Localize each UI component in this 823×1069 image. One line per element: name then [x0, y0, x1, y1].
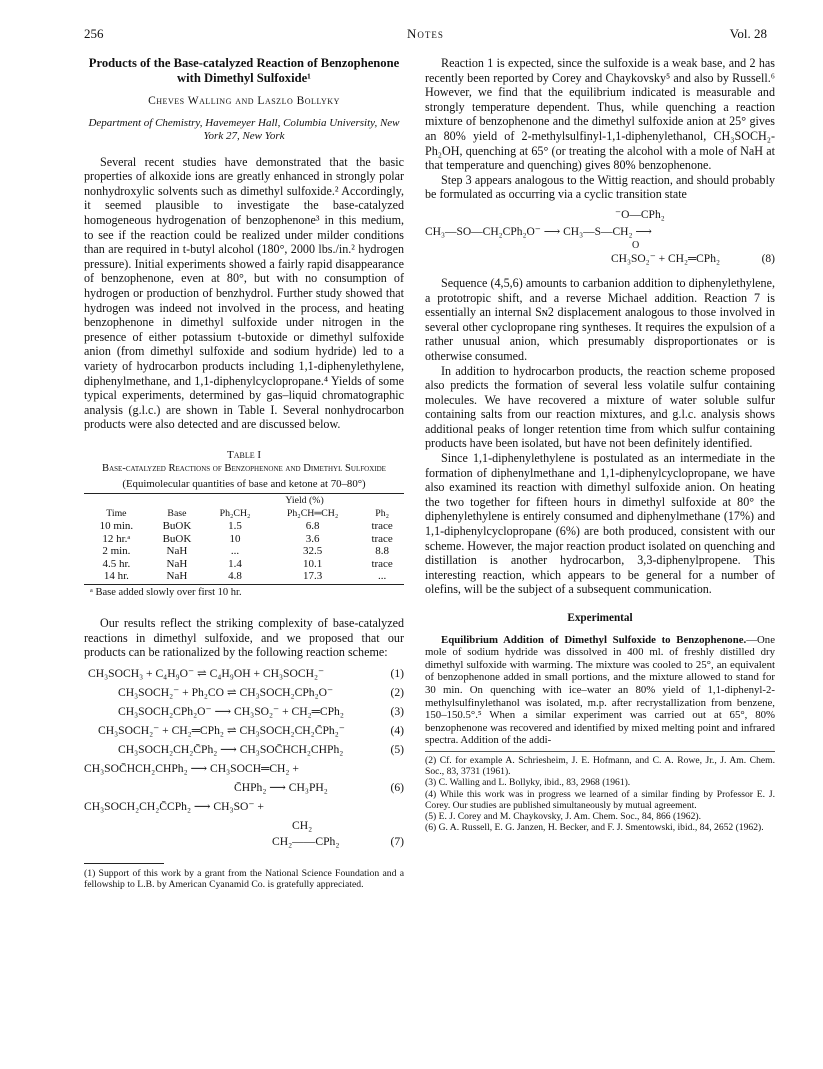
- yield-table: [84, 495, 404, 583]
- table-cell: ...: [230, 545, 240, 558]
- reaction-scheme: [84, 666, 404, 853]
- equation-7c: [84, 834, 404, 853]
- equation-2: [84, 685, 404, 704]
- equation-5: [84, 742, 404, 761]
- table-row: [84, 520, 404, 533]
- table-cell: 2 min.: [102, 545, 131, 558]
- footnote: (3) C. Walling and L. Bollyky, ibid., 83, 2968 (1961).: [425, 777, 631, 789]
- equation-text: CH₃SOCH₂⁻ + Ph₂CO ⇌ CH₃SOCH₂CPh₂O⁻: [118, 685, 334, 699]
- table-cell: BuOK: [162, 520, 192, 533]
- equation-text: C̄HPh₂ ⟶ CH₃PH₂: [234, 780, 328, 794]
- footnote: (4) While this work was in progress we learned of a similar finding by Professor E. J. Corey. Our studies are published simultaneously by mutual agreement.: [425, 788, 775, 811]
- table-cell: BuOK: [162, 532, 192, 545]
- running-header: [84, 26, 767, 46]
- table-note: (Equimolecular quantities of base and ketone at 70–80°): [122, 478, 366, 491]
- left-column: [84, 56, 404, 891]
- mechanism-main: CH₃—SO—CH₂CPh₂O⁻ ⟶ CH₃—S—CH₂ ⟶: [425, 225, 652, 238]
- volume-label: Vol. 28: [729, 26, 767, 41]
- body-paragraph: Sequence (4,5,6) amounts to carbanion addition to diphenylethylene, a prototropic shift, and a reverse Michael addition. Reaction 7 is essentially an internal Sɴ2 displacement analogous to those involved in several other cyclopropane ring syntheses. It requires the expulsion of a rather unusual anion, which presumably disproportionates or is otherwise consumed.: [425, 275, 775, 363]
- table-cell: NaH: [166, 557, 188, 570]
- body-paragraph: Since 1,1-diphenylethylene is postulated as an intermediate in the formation of diphenylmethane and 1,1-diphenylcyclopropane, we have also examined its reaction with dimethyl sulfoxide anion. On heating the two together for fifteen hours in dimethyl sulfoxide at 80° the diphenylethylene is entirely consumed and diphenylmethane (17%) and 1,1-diphenylcyclopropane (6%) are both produced, consistent with our scheme. However, the major reaction product isolated on quenching and distillation is another hydrocarbon, 3,3-diphenylpropene. This interesting reaction, which appears to be general for a number of olefins, will be the subject of a subsequent communication.: [425, 451, 775, 597]
- table-col-header: Ph₂: [375, 507, 390, 519]
- table-cell: 1.5: [228, 520, 242, 533]
- table-cell: NaH: [166, 545, 188, 558]
- equation-number: (6): [390, 780, 404, 794]
- equation-text: CH₂: [292, 818, 313, 832]
- equation-number: (5): [390, 742, 404, 756]
- equation-number: (1): [390, 666, 404, 680]
- equation-text: CH₃SOC̄HCH₂CHPh₂ ⟶ CH₃SOCH═CH₂ +: [84, 761, 299, 775]
- yield-header: Yield (%): [285, 495, 324, 507]
- equation-4: [84, 723, 404, 742]
- body-paragraph: In addition to hydrocarbon products, the reaction scheme proposed also predicts the formation of several less volatile sulfur containing molecules. We have recovered a mixture of water soluble sulfur containing salts from our reaction mixtures, and g.l.c. analysis shows additional peaks of longer retention time from which sulfur containing products have been isolated, but have not been definitely identified.: [425, 363, 775, 451]
- right-column: [425, 56, 775, 833]
- equation-number: (3): [390, 704, 404, 718]
- equation-text: CH₃SOCH₂⁻ + CH₂═CPh₂ ⇌ CH₃SOCH₂CH₂C̄Ph₂⁻: [98, 723, 345, 737]
- table-cell: 10: [229, 532, 241, 545]
- footnote-rule: [425, 751, 775, 752]
- table-cell: 10.1: [303, 557, 323, 570]
- equation-6a: [84, 761, 404, 780]
- footnote: (5) E. J. Corey and M. Chaykovsky, J. Am. Chem. Soc., 84, 866 (1962).: [425, 810, 701, 822]
- equation-number: (8): [761, 252, 775, 265]
- body-paragraph: Step 3 appears analogous to the Wittig reaction, and should probably be formulated as occurring via a cyclic transition state: [425, 172, 775, 202]
- mechanism-top: ⁻O—CPh₂: [615, 208, 665, 221]
- experimental-heading: Experimental: [567, 612, 633, 624]
- table-row: [84, 545, 404, 558]
- equation-7a: [84, 799, 404, 818]
- cyclic-transition-state: [425, 208, 775, 266]
- author-affiliation: Department of Chemistry, Havemeyer Hall, Columbia University, New York 27, New York: [88, 116, 400, 142]
- table-rule-bottom: [84, 584, 404, 585]
- article-title: Products of the Base-catalyzed Reaction of Benzophenone with Dimethyl Sulfoxide¹: [88, 56, 400, 85]
- table-cell: trace: [371, 557, 393, 570]
- table-row: [84, 570, 404, 583]
- table-cell: 17.3: [303, 570, 323, 583]
- equation-6b: [84, 780, 404, 799]
- equation-text: CH₃SOCH₂CH₂C̄Ph₂ ⟶ CH₃SOC̄HCH₂CHPh₂: [118, 742, 344, 756]
- table-col-header: Ph₂CH₂: [219, 507, 251, 519]
- page-number: 256: [84, 26, 104, 41]
- equation-3: [84, 704, 404, 723]
- table-cell: 1.4: [228, 557, 242, 570]
- body-paragraph: Our results reflect the striking complexity of base-catalyzed reactions in dimethyl sulfoxide, and we proposed that our products can be rationalized by the following reaction scheme:: [84, 616, 404, 660]
- footnote: (2) Cf. for example A. Schriesheim, J. E. Hofmann, and C. A. Rowe, Jr., J. Am. Chem. Soc., 83, 3731 (1961).: [425, 754, 775, 778]
- table-rule-top: [84, 493, 404, 494]
- table-cell: 10 min.: [99, 520, 134, 533]
- equation-number: (7): [390, 834, 404, 848]
- article-authors: Cheves Walling and Laszlo Bollyky: [148, 95, 340, 107]
- table-col-header: Ph₂CH═CH₂: [286, 507, 339, 519]
- footnote: (6) G. A. Russell, E. G. Janzen, H. Becker, and F. J. Smentowski, ibid., 84, 2652 (1962).: [425, 822, 764, 834]
- equation-7b: [84, 818, 404, 834]
- table-col-header: Time: [106, 507, 127, 519]
- equation-text: CH₃SOCH₃ + C₄H₉O⁻ ⇌ C₄H₉OH + CH₃SOCH₂⁻: [88, 666, 325, 680]
- experimental-text: —One mole of sodium hydride was dissolved in 400 ml. of freshly distilled dry dimethyl sulfoxide with warming. The mixture was cooled to 25°, an equivalent of benzophenone added in small portions, and the mixture allowed to stand for 30 min. On quenching with ice–water an 80% yield of 1,1-diphenyl-2-methylsulfinylethanol was isolated, m.p. after recrystallization from benzene, 150–150.5°.⁵ When a similar experiment was carried out at 65°, 80% benzophenone was recovered and identified by mixed melting point and infrared spectra. Addition of the addi-: [425, 633, 775, 747]
- equation-text: CH₂——CPh₂: [272, 834, 340, 848]
- footnote: (1) Support of this work by a grant from the National Science Foundation and a fellowship to L.B. by American Cyanamid Co. is gratefully appreciated.: [84, 867, 404, 891]
- equation-number: (2): [390, 685, 404, 699]
- table-row: [84, 558, 404, 571]
- section-name: Notes: [407, 26, 444, 41]
- footnote-rule: [84, 863, 164, 864]
- table-cell: 12 hr.ᵃ: [102, 532, 131, 545]
- table-cell: trace: [371, 520, 393, 533]
- experimental-subhead: Equilibrium Addition of Dimethyl Sulfoxide to Benzophenone.: [441, 633, 747, 646]
- equation-number: (4): [390, 723, 404, 737]
- table-col-header: Base: [167, 507, 187, 519]
- table-cell: 3.6: [305, 532, 320, 545]
- table-cell: 14 hr.: [103, 570, 129, 583]
- table-cell: ...: [378, 570, 387, 583]
- experimental-paragraph: [425, 634, 775, 747]
- table-cell: 6.8: [305, 520, 320, 533]
- equation-text: CH₃SOCH₂CH₂C̄CPh₂ ⟶ CH₃SO⁻ +: [84, 799, 264, 813]
- table-caption: Table I: [226, 448, 262, 461]
- body-paragraph: Reaction 1 is expected, since the sulfoxide is a weak base, and 2 has recently been reported by Corey and Chaykovsky⁵ and also by Russell.⁶ However, we find that the equilibrium indicated is measurable and strongly temperature dependent. Thus, while quenching a reaction mixture of benzophenone and the dimethyl sulfoxide anion at 25° gives an 80% yield of 2-methylsulfinyl-1,1-diphenylethanol, CH₃SOCH₂-Ph₂OH, quenching at 65° (or treating the alcohol with a mole of NaH at that temperature and quenching) gives 80% benzophenone.: [425, 56, 775, 173]
- table-cell: 4.5 hr.: [102, 557, 131, 570]
- body-paragraph: Several recent studies have demonstrated that the basic properties of alkoxide ions are greatly enhanced in strongly polar nonhydroxylic solvents such as dimethyl sulfoxide.² Accordingly, it seemed plausible to investigate the base-catalyzed homogeneous hydrogenation of benzophenone³ in this medium, to see if the reaction could be realized under milder conditions than are required in t-butyl alcohol (180°, 2000 lbs./in.² hydrogen pressure). Initial experiments showed a fairly rapid disappearance of benzophenone, even at 80°, but with no consumption of hydrogen or production of benzhydrol. Further study showed that hydrogen was indeed not involved in the process, and heating benzophenone in dimethyl sulfoxide under nitrogen in the presence of either potassium t-butoxide or dimethyl sulfoxide anion (from dimethyl sulfoxide and sodium hydride) led to a variety of hydrocarbon products including 1,1-diphenylethylene, diphenylmethane, and 1,1-diphenylcyclopropane.⁴ Yields of some typical experiments, determined by gas–liquid chromatographic analysis (g.l.c.) are shown in Table I. Several nonhydrocarbon products were also detected and are discussed below.: [84, 154, 404, 432]
- equation-1: [84, 666, 404, 685]
- table-cell: 4.8: [228, 570, 242, 583]
- table-subtitle: Base-catalyzed Reactions of Benzophenone and Dimethyl Sulfoxide: [102, 463, 386, 475]
- table-cell: 8.8: [375, 545, 389, 558]
- mechanism-oxygen: O: [632, 239, 640, 251]
- table-footnote: ᵃ Base added slowly over first 10 hr.: [90, 586, 242, 598]
- table-cell: NaH: [166, 570, 188, 583]
- equation-text: CH₃SOCH₂CPh₂O⁻ ⟶ CH₃SO₂⁻ + CH₂═CPh₂: [118, 704, 344, 718]
- table-cell: 32.5: [303, 545, 323, 558]
- table-row: [84, 533, 404, 546]
- mechanism-products: CH₃SO₂⁻ + CH₂═CPh₂: [611, 252, 720, 265]
- table-cell: trace: [371, 532, 393, 545]
